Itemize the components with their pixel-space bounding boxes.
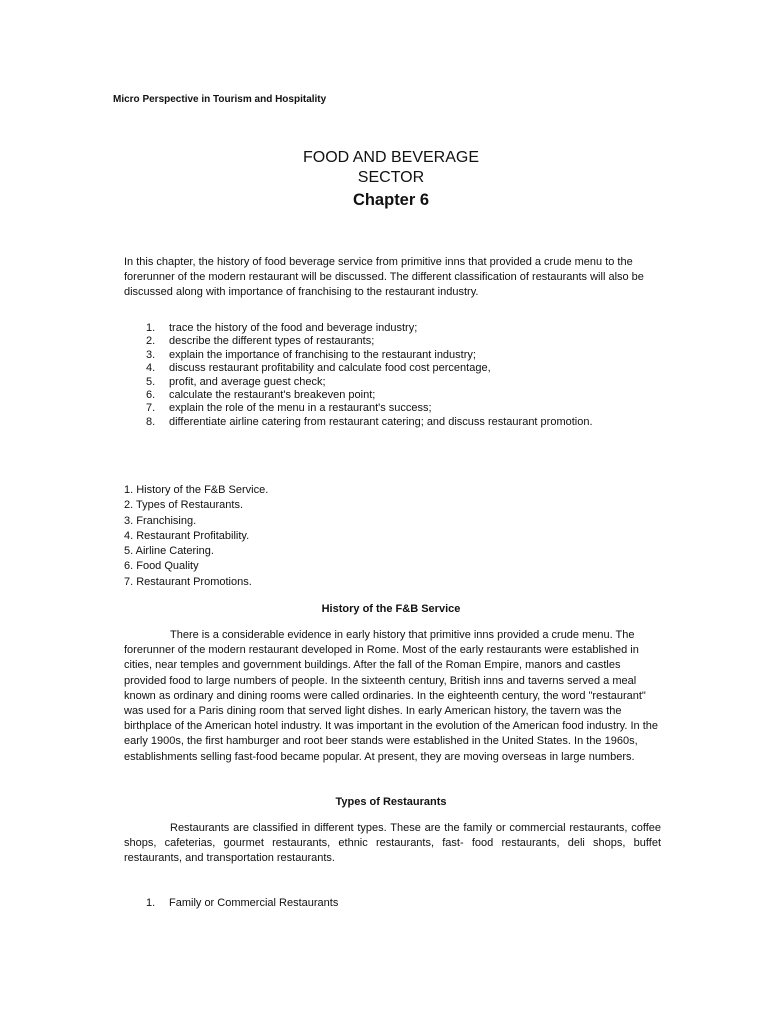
objective-text: calculate the restaurant's breakeven point; <box>169 388 376 401</box>
objective-item <box>124 389 684 402</box>
types-item-text: Family or Commercial Restaurants <box>169 897 339 909</box>
objective-text: profit, and average guest check; <box>169 375 326 388</box>
objective-number: 8. <box>146 415 156 428</box>
topic-item: 3. Franchising. <box>124 514 197 527</box>
topics-list <box>124 483 268 590</box>
title-line-1: FOOD AND BEVERAGE <box>302 149 480 166</box>
types-paragraph: Restaurants are classified in different types. These are the family or commercial restaurants, coffee shops, cafeterias, gourmet restaurants, ethnic restaurants, fast- food restaurants, deli shops, buffet restaurants, and transportation restaurants. <box>124 822 661 865</box>
topic-item: 2. Types of Restaurants. <box>124 499 244 512</box>
objective-item <box>124 335 684 348</box>
running-header: Micro Perspective in Tourism and Hospitality <box>113 94 327 105</box>
chapter-heading: Chapter 6 <box>352 191 430 209</box>
types-item-number: 1. <box>146 897 156 909</box>
objectives-list <box>124 322 684 429</box>
history-heading: History of the F&B Service <box>321 603 461 615</box>
objective-item <box>124 402 684 415</box>
objective-number: 4. <box>146 362 156 375</box>
topic-item: 1. History of the F&B Service. <box>124 484 269 496</box>
objective-number: 5. <box>146 375 156 388</box>
topic-item: 7. Restaurant Promotions. <box>124 575 252 588</box>
objective-number: 6. <box>146 388 156 401</box>
objective-number: 3. <box>146 348 156 361</box>
topic-item: 6. Food Quality <box>124 560 199 573</box>
objective-number: 1. <box>146 322 156 334</box>
objective-item <box>124 362 684 375</box>
objective-item <box>124 416 684 429</box>
objective-text: trace the history of the food and beverage industry; <box>169 322 418 334</box>
types-heading: Types of Restaurants <box>335 796 447 808</box>
objective-number: 7. <box>146 402 156 415</box>
objective-text: differentiate airline catering from restaurant catering; and discuss restaurant promotion. <box>169 415 593 428</box>
objective-text: explain the role of the menu in a restaurant's success; <box>169 402 432 415</box>
objective-text: discuss restaurant profitability and calculate food cost percentage, <box>169 362 491 375</box>
objective-item <box>124 349 684 362</box>
types-list-item <box>146 896 339 910</box>
objective-number: 2. <box>146 335 156 348</box>
objective-item <box>124 322 684 335</box>
objective-text: explain the importance of franchising to the restaurant industry; <box>169 348 476 361</box>
history-paragraph: There is a considerable evidence in early history that primitive inns provided a crude menu. The forerunner of the modern restaurant developed in Rome. Most of the early restaurants were established in cities, near temples and government buildings. After the fall of the Roman Empire, manors and castles provided food to large numbers of people. In the sixteenth century, British inns and taverns served a meal known as ordinary and dining rooms were called ordinaries. In the eighteenth century, the word "restaurant" was used for a Paris dining room that served light dishes. In early American history, the tavern was the birthplace of the American hotel industry. It was important in the evolution of the American food industry. In the early 1900s, the first hamburger and root beer stands were established in the United States. In the 1960s, establishments selling fast-food became popular. At present, they are moving overseas in large numbers. <box>124 629 658 763</box>
objective-text: describe the different types of restaurants; <box>169 335 375 348</box>
intro-paragraph: In this chapter, the history of food beverage service from primitive inns that provided a crude menu to the forerunner of the modern restaurant will be discussed. The different classification of restaurants will also be discussed along with importance of franchising to the restaurant industry. <box>124 256 644 299</box>
topic-item: 5. Airline Catering. <box>124 545 214 558</box>
objective-item <box>124 376 684 389</box>
title-line-2: SECTOR <box>357 169 425 186</box>
topic-item: 4. Restaurant Profitability. <box>124 529 250 542</box>
